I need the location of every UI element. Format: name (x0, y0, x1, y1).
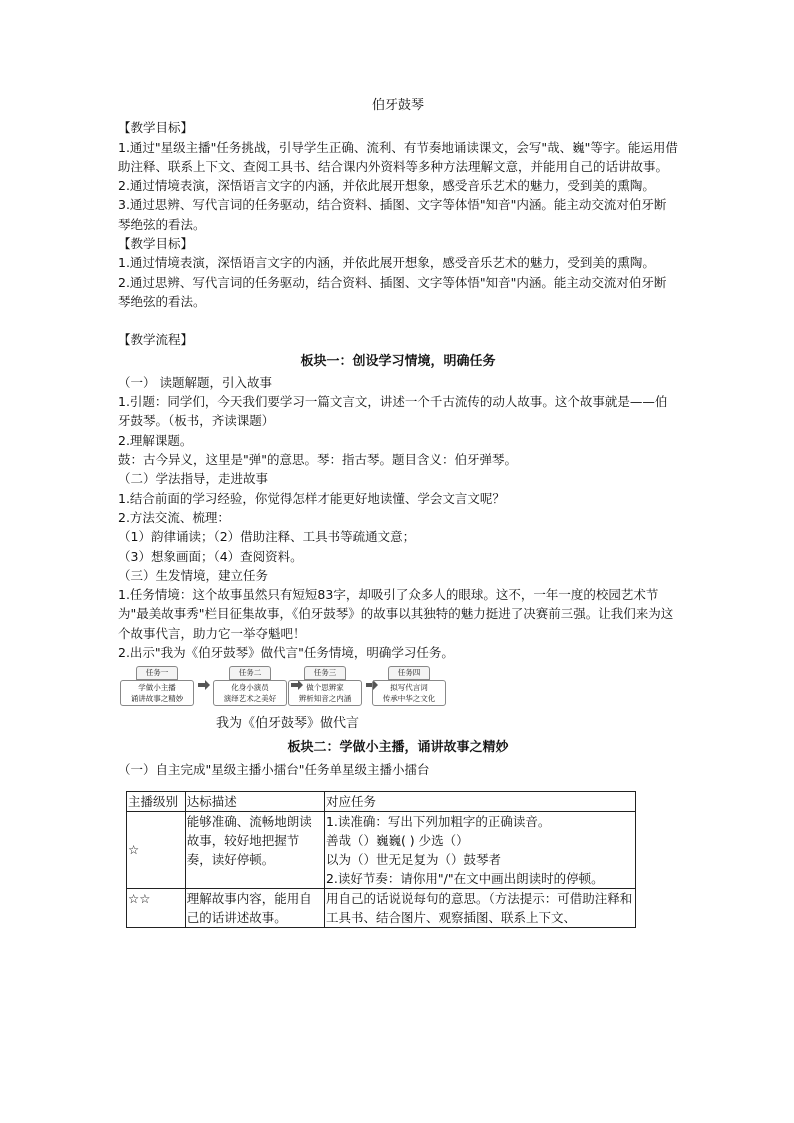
s1-line-4: 鼓：古今异义，这里是"弹"的意思。琴：指古琴。题目含义：伯牙弹琴。 (118, 452, 518, 468)
goals2-line-1: 1.通过情境表演，深悟语言文字的内涵，并依此展开想象，感受音乐艺术的魅力，受到美的熏陶。 (118, 255, 655, 271)
task-2-line-1: 化身小演员 (231, 683, 269, 693)
task-box-4 (372, 666, 446, 706)
task-box-3 (288, 666, 362, 706)
s1-line-2: 1.引题：同学们，今天我们要学习一篇文言文，讲述一个千古流传的动人故事。这个故事就是——伯牙鼓琴。（板书，齐读课题） (118, 394, 668, 429)
task-4-line-1: 拟写代言词 (390, 683, 428, 693)
table-cell-desc: 能够准确、流畅地朗读故事，较好地把握节奏，读好停顿。 (185, 811, 324, 888)
s1-line-1: （一） 读题解题，引入故事 (118, 374, 272, 390)
table-cell-level: ☆☆ (127, 888, 186, 927)
goals1-heading: 【教学目标】 (118, 120, 194, 136)
table-cell-level (127, 811, 186, 888)
goals1-line-2: 2.通过情境表演，深悟语言文字的内涵，并依此展开想象，感受音乐艺术的魅力，受到美的熏陶。 (118, 178, 655, 194)
task-4-line-2: 传承中华之文化 (382, 694, 436, 704)
s1-line-12: 2.出示"我为《伯牙鼓琴》做代言"任务情境，明确学习任务。 (118, 645, 454, 661)
s1-line-6: 1.结合前面的学习经验，你觉得怎样才能更好地读懂、学会文言文呢？ (118, 490, 505, 506)
process-heading: 【教学流程】 (118, 332, 194, 348)
task-line: 以为（）世无足复为（）鼓琴者 (325, 851, 501, 867)
task-head-2: 任务二 (229, 666, 271, 680)
flow-caption: 我为《伯牙鼓琴》做代言 (216, 716, 360, 732)
star-anchor-table (126, 791, 636, 928)
table-header-row (127, 791, 636, 811)
section2-intro: （一）自主完成"星级主播小擂台"任务单星级主播小擂台 (118, 761, 430, 777)
goals1-line-3: 3.通过思辨、写代言词的任务驱动，结合资料、插图、文字等体悟"知音"内涵。能主动交流对伯牙断琴绝弦的看法。 (118, 197, 667, 232)
task-head-4: 任务四 (388, 666, 430, 680)
goals2-line-2: 2.通过思辨、写代言词的任务驱动，结合资料、插图、文字等体悟"知音"内涵。能主动交流对伯牙断琴绝弦的看法。 (118, 274, 667, 309)
section1-title: 板块一：创设学习情境，明确任务 (300, 353, 496, 369)
table-row (127, 888, 636, 927)
task-body-4 (372, 680, 446, 706)
table-header: 对应任务 (324, 791, 635, 811)
task-1-line-2: 诵讲故事之精妙 (130, 694, 184, 704)
table-cell-task (324, 811, 635, 888)
task-2-line-2: 演绎艺术之美好 (223, 694, 277, 704)
s1-line-10: （三）生发情境，建立任务 (118, 567, 269, 583)
table-header: 主播级别 (127, 791, 186, 811)
s1-line-3: 2.理解课题。 (118, 432, 193, 448)
s1-line-7: 2.方法交流、梳理： (118, 509, 230, 525)
task-line: 用自己的话说说每句的意思。（方法提示：可借助注释和工具书、结合图片、观察插图、联系上下文、 (325, 890, 633, 925)
task-body-2 (213, 680, 287, 706)
task-1-line-1: 学做小主播 (138, 683, 176, 693)
star-level: ☆ (128, 842, 140, 858)
spacer (118, 311, 678, 330)
s1-line-9: （3）想象画面；（4）查阅资料。 (118, 548, 303, 564)
table-cell-desc: 理解故事内容，能用自己的话讲述故事。 (185, 888, 324, 927)
task-head-3: 任务三 (304, 666, 346, 680)
task-3-line-1: 做个思辨家 (306, 683, 344, 693)
table-header: 达标描述 (185, 791, 324, 811)
task-body-1 (120, 680, 194, 706)
task-head-1: 任务一 (136, 666, 178, 680)
task-box-1 (120, 666, 194, 706)
task-flow-diagram (120, 666, 678, 736)
goals2-heading: 【教学目标】 (118, 236, 194, 252)
goals1-line-1: 1.通过"星级主播"任务挑战，引导学生正确、流利、有节奏地诵读课文，会写"哉、巍"等字。能运用借助注释、联系上下文、查阅工具书、结合课内外资料等多种方法理解文意，并能用自己的话讲故事。 (118, 139, 678, 174)
table-row (127, 811, 636, 888)
arrow-right-icon (198, 680, 210, 690)
s1-line-8: （1）韵律诵读；（2）借助注释、工具书等疏通文意； (118, 529, 416, 545)
task-line: 善哉（）巍巍( ) 少选（） (325, 832, 469, 848)
doc-title: 伯牙鼓琴 (371, 98, 424, 113)
document-page (118, 96, 678, 928)
task-line: 2.读好节奏：请你用"/"在文中画出朗读时的停顿。 (325, 870, 604, 886)
s1-line-5: （二）学法指导，走进故事 (118, 471, 269, 487)
task-3-line-2: 辨析知音之内涵 (298, 694, 352, 704)
table-cell-task (324, 888, 635, 927)
section2-title: 板块二：学做小主播，诵讲故事之精妙 (287, 740, 509, 756)
task-line: 1.读准确：写出下列加粗字的正确读音。 (325, 813, 551, 829)
task-body-3 (288, 680, 362, 706)
s1-line-11: 1.任务情境：这个故事虽然只有短短83字，却吸引了众多人的眼球。这不，一年一度的校园艺术节为"最美故事秀"栏目征集故事，《伯牙鼓琴》的故事以其独特的魅力挺进了决赛前三强。让我们来为这个故事代言，助力它一举夺魁吧！ (118, 587, 674, 641)
task-box-2 (213, 666, 287, 706)
